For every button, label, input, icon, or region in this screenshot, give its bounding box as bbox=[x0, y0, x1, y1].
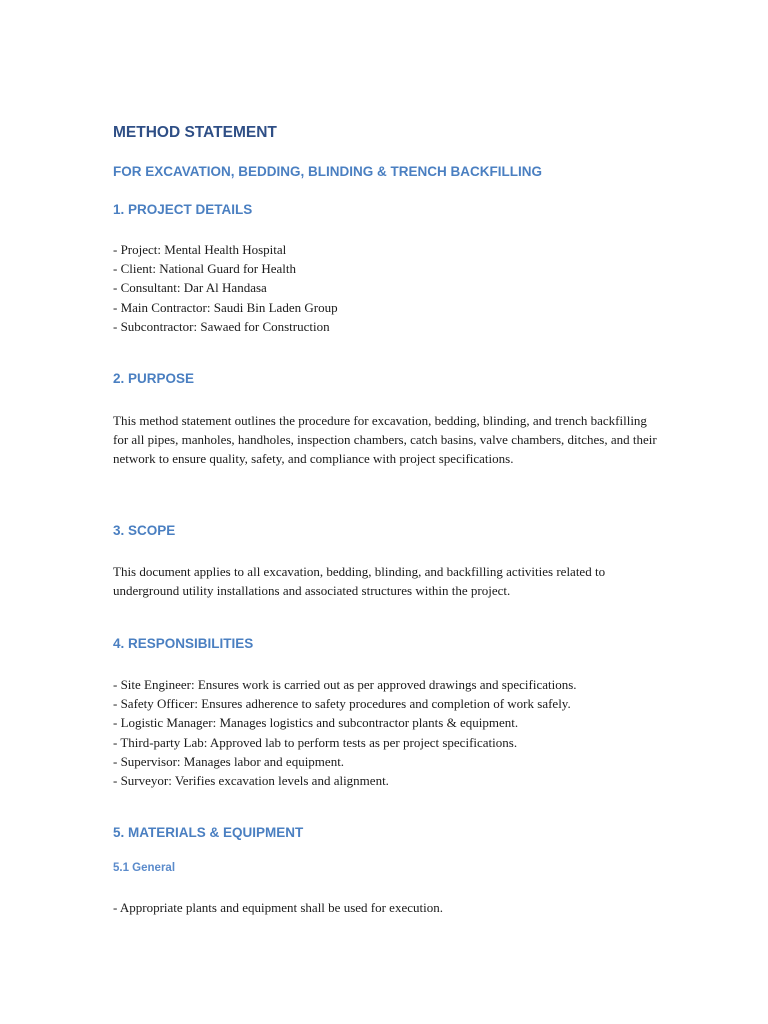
section-4-heading: 4. RESPONSIBILITIES bbox=[113, 636, 254, 651]
project-details-list bbox=[113, 240, 658, 336]
section-1-heading: 1. PROJECT DETAILS bbox=[113, 202, 253, 217]
list-item: - Site Engineer: Ensures work is carried out as per approved drawings and specifications. bbox=[113, 677, 577, 692]
scope-paragraph: This document applies to all excavation, bedding, blinding, and backfilling activities related to underground utility installations and associated structures within the project. bbox=[113, 564, 606, 599]
subsection-5-1-heading: 5.1 General bbox=[113, 862, 176, 874]
section-2-heading: 2. PURPOSE bbox=[113, 371, 195, 386]
general-paragraph: - Appropriate plants and equipment shall be used for execution. bbox=[113, 900, 443, 915]
list-item: - Project: Mental Health Hospital bbox=[113, 242, 287, 257]
list-item: - Client: National Guard for Health bbox=[113, 261, 297, 277]
document-title: METHOD STATEMENT bbox=[113, 124, 277, 141]
section-5-heading: 5. MATERIALS & EQUIPMENT bbox=[113, 825, 304, 840]
section-3-heading: 3. SCOPE bbox=[113, 523, 176, 538]
list-item: - Third-party Lab: Approved lab to perform tests as per project specifications. bbox=[113, 734, 518, 750]
list-item: - Consultant: Dar Al Handasa bbox=[113, 280, 267, 296]
responsibilities-list bbox=[113, 675, 713, 790]
list-item: - Logistic Manager: Manages logistics and subcontractor plants & equipment. bbox=[113, 715, 519, 731]
list-item: - Safety Officer: Ensures adherence to safety procedures and completion of work safely. bbox=[113, 696, 571, 712]
list-item: - Supervisor: Manages labor and equipment. bbox=[113, 753, 345, 769]
list-item: - Subcontractor: Sawaed for Construction bbox=[113, 318, 330, 334]
purpose-paragraph: This method statement outlines the procedure for excavation, bedding, blinding, and trench backfilling for all pipes, manholes, handholes, inspection chambers, catch basins, valve chambers, ditches, and their network to ensure quality, safety, and compliance with project specifications. bbox=[113, 413, 657, 467]
list-item: - Main Contractor: Saudi Bin Laden Group bbox=[113, 299, 338, 315]
list-item: - Surveyor: Verifies excavation levels and alignment. bbox=[113, 773, 389, 789]
document-subtitle: FOR EXCAVATION, BEDDING, BLINDING & TRENCH BACKFILLING bbox=[113, 164, 542, 179]
